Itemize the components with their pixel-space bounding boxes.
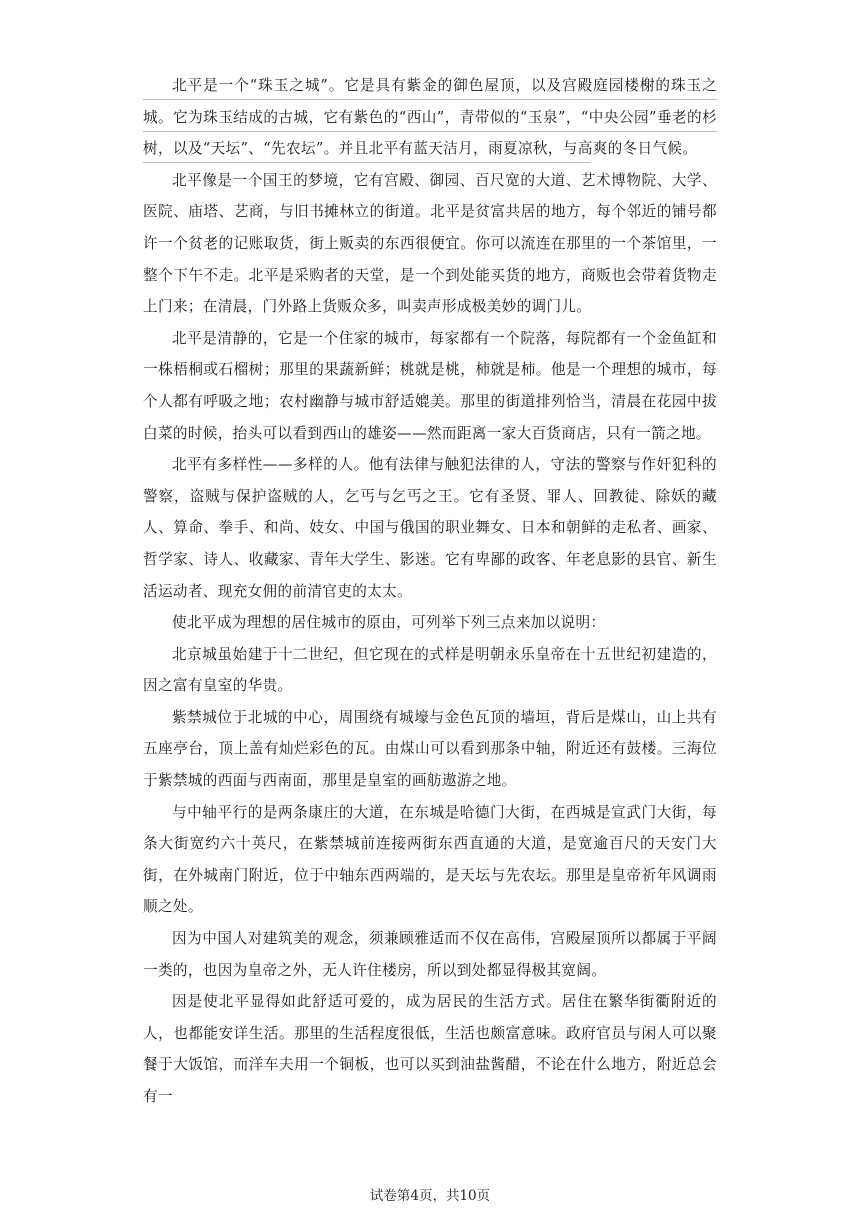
article-body	[143, 70, 717, 1113]
paragraph-6: 北京城虽始建于十二世纪，但它现在的式样是明朝永乐皇帝在十五世纪初建造的，因之富有皇室的华贵。	[143, 645, 717, 695]
paragraph-4: 北平有多样性——多样的人。他有法律与触犯法律的人，守法的警察与作奸犯科的警察，盗贼与保护盗贼的人，乞丐与乞丐之王。它有圣贤、罪人、回教徒、除妖的藏人、算命、拳手、和尚、妓女、中国与俄国的职业舞女、日本和朝鲜的走私者、画家、哲学家、诗人、收藏家、青年大学生、影迷。它有卑鄙的政客、年老息影的县官、新生活运动者、现充女佣的前清官吏的太太。	[143, 456, 717, 600]
paragraph-1: 北平是一个“珠玉之城”。它是具有紫金的御色屋顶，以及宫殿庭园楼榭的珠玉之城。它为珠玉结成的古城，它有紫色的“西山”，青带似的“玉泉”，“中央公园”垂老的杉树，以及“天坛”、“先农坛”。并且北平有蓝天洁月，雨夏凉秋，与高爽的冬日气候。	[143, 70, 717, 165]
paragraph-2: 北平像是一个国王的梦境，它有宫殿、御园、百尺宽的大道、艺术博物院、大学、医院、庙塔、艺商，与旧书摊林立的街道。北平是贫富共居的地方，每个邻近的铺号都许一个贫老的记账取货，街上贩卖的东西很便宜。你可以流连在那里的一个茶馆里，一整个下午不走。北平是采购者的天堂，是一个到处能买货的地方，商贩也会带着货物走上门来；在清晨，门外路上货贩众多，叫卖声形成极美妙的调门儿。	[143, 171, 717, 316]
paragraph-7: 紫禁城位于北城的中心，周围绕有城壕与金色瓦顶的墙垣，背后是煤山，山上共有五座亭台，顶上盖有灿烂彩色的瓦。由煤山可以看到那条中轴，附近还有鼓楼。三海位于紫禁城的西面与西南面，那里是皇室的画舫遨游之地。	[143, 708, 717, 790]
paragraph-8: 与中轴平行的是两条康庄的大道，在东城是哈德门大街，在西城是宣武门大街，每条大街宽约六十英尺，在紫禁城前连接两街东西直通的大道，是宽逾百尺的天安门大街，在外城南门附近，位于中轴东西两端的，是天坛与先农坛。那里是皇帝祈年风调雨顺之处。	[143, 803, 717, 916]
paragraph-3: 北平是清静的，它是一个住家的城市，每家都有一个院落，每院都有一个金鱼缸和一株梧桐或石榴树；那里的果蔬新鲜；桃就是桃，柿就是柿。他是一个理想的城市，每个人都有呼吸之地；农村幽静与城市舒适媲美。那里的街道排列恰当，清晨在花园中拔白菜的时候，抬头可以看到西山的雄姿——然而距离一家大百货商店，只有一箭之地。	[143, 329, 717, 442]
paragraph-9: 因为中国人对建筑美的观念，须兼顾雅适而不仅在高伟，宫殿屋顶所以都属于平阔一类的，也因为皇帝之外，无人许住楼房，所以到处都显得极其宽阔。	[143, 930, 717, 979]
paragraph-10: 因是使北平显得如此舒适可爱的，成为居民的生活方式。居住在繁华街衢附近的人，也都能安详生活。那里的生活程度很低，生活也颇富意味。政府官员与闲人可以聚餐于大饭馆，而洋车夫用一个铜板，也可以买到油盐酱醋，不论在什么地方，附近总会有一	[143, 993, 717, 1105]
page-footer: 试卷第4页，共10页	[369, 1188, 491, 1204]
paragraph-5: 使北平成为理想的居住城市的原由，可列举下列三点来加以说明：	[172, 614, 606, 632]
